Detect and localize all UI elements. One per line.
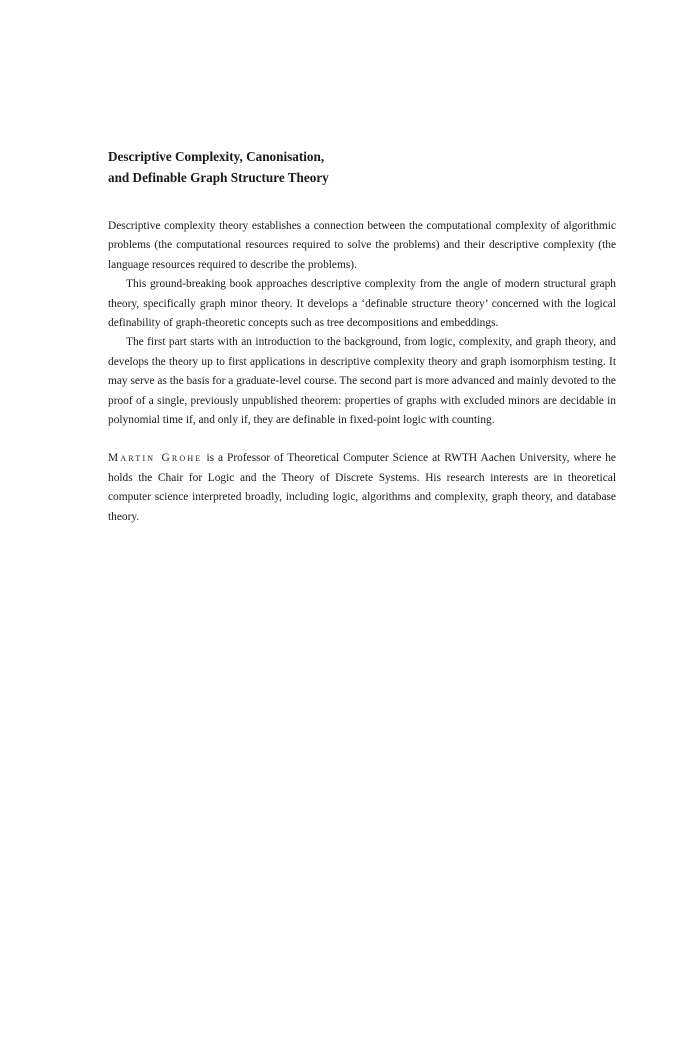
author-bio-text: is a Professor of Theoretical Computer Science at RWTH Aachen University, where he holds the Chair for Logic and the Theory of Discrete Systems. His research interests are in theoretical computer science interpreted broadly, including logic, algorithms and complexity, graph theory, and database theory. (108, 452, 616, 523)
description-paragraph-1: Descriptive complexity theory establishes a connection between the computational complexity of algorithmic problems (the computational resources required to solve the problems) and their descriptive complexity (the language resources required to describe the problems). (108, 220, 616, 271)
book-title-line-1: Descriptive Complexity, Canonisation, (108, 149, 325, 164)
book-title-line-2: and Definable Graph Structure Theory (108, 170, 329, 185)
book-title (108, 146, 616, 188)
book-description (108, 217, 616, 430)
author-bio (108, 449, 616, 527)
description-paragraph-3: The first part starts with an introduction to the background, from logic, complexity, and graph theory, and develops the theory up to first applications in descriptive complexity theory and graph isomorphism testing. It may serve as the basis for a graduate-level course. The second part is more advanced and mainly devoted to the proof of a single, previously unpublished theorem: properties of graphs with excluded minors are decidable in polynomial time if, and only if, they are definable in fixed-point logic with counting. (108, 336, 616, 427)
book-blurb-page (108, 146, 616, 538)
author-name: Martin Grohe (108, 452, 203, 465)
description-paragraph-2: This ground-breaking book approaches descriptive complexity from the angle of modern structural graph theory, specifically graph minor theory. It develops a ‘definable structure theory’ concerned with the logical definability of graph-theoretic concepts such as tree decompositions and embeddings. (108, 278, 616, 330)
